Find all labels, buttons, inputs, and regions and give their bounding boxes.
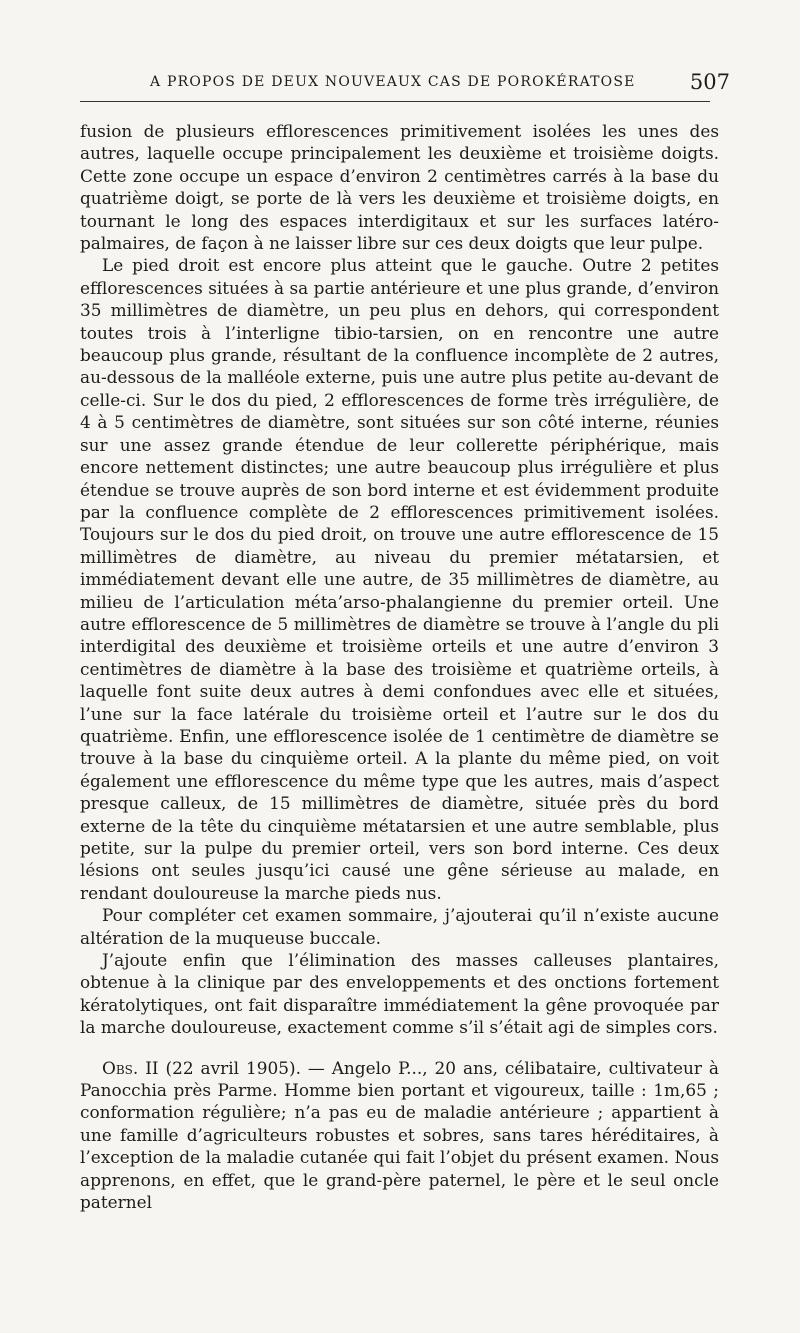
- running-title: A PROPOS DE DEUX NOUVEAUX CAS DE POROKÉRATOSE: [150, 74, 636, 90]
- observation-text: (22 avril 1905). — Angelo P..., 20 ans, célibataire, cultivateur à Panocchia près Parme. Homme bien portant et vigoureux, taille : 1m,65 ; conformation régulière; n’a pas eu de maladie antérieure ; appartient à une famille d’agriculteurs robustes et sobres, sans tares héréditaires, à l’exception de la maladie cutanée qui fait l’objet du présent examen. Nous apprenons, en effet, que le grand-père paternel, le père et le seul oncle paternel: [80, 1057, 719, 1213]
- body-text: [80, 120, 719, 1214]
- header-rule: [80, 101, 710, 102]
- paragraph-treatment: J’ajoute enfin que l’élimination des masses calleuses plantaires, obtenue à la clinique par des enveloppements et des onctions fortement kératolytiques, ont fait disparaître immédiatement la gêne provoquée par la marche douloureuse, exactement comme s’il s’était agi de simples cors.: [80, 950, 719, 1038]
- paragraph-examination: Pour compléter cet examen sommaire, j’ajouterai qu’il n’existe aucune altération de la muqueuse buccale.: [80, 905, 719, 948]
- paragraph-right-foot: Le pied droit est encore plus atteint que le gauche. Outre 2 petites efflorescences situées à sa partie antérieure et une plus grande, d’environ 35 millimètres de diamètre, un peu plus en dehors, qui correspondent toutes trois à l’interligne tibio-tarsien, on en rencontre une autre beaucoup plus grande, résultant de la confluence incomplète de 2 autres, au-dessous de la malléole externe, puis une autre plus petite au-devant de celle-ci. Sur le dos du pied, 2 efflorescences de forme très irrégulière, de 4 à 5 centimètres de diamètre, sont situées sur son côté interne, réunies sur une assez grande étendue de leur collerette périphérique, mais encore nettement distinctes; une autre beaucoup plus irrégulière et plus étendue se trouve auprès de son bord interne et est évidemment produite par la confluence complète de 2 efflorescences primitivement isolées. Toujours sur le dos du pied droit, on trouve une autre efflorescence de 15 millimètres de diamètre, au niveau du premier métatarsien, et immédiatement devant elle une autre, de 35 millimètres de diamètre, au milieu de l’articulation méta’arso-phalangienne du premier orteil. Une autre efflorescence de 5 millimètres de diamètre se trouve à l’angle du pli interdigital des deuxième et troisième orteils et une autre d’environ 3 centimètres de diamètre à la base des troisième et quatrième orteils, à laquelle font suite deux autres à demi confondues avec elle et situées, l’une sur la face latérale du troisième orteil et l’autre sur le dos du quatrième. Enfin, une efflorescence isolée de 1 centimètre de diamètre se trouve à la base du cinquième orteil. A la plante du même pied, on voit également une efflorescence du même type que les autres, mais d’aspect presque calleux, de 15 millimètres de diamètre, située près du bord externe de la tête du cinquième métatarsien et une autre semblable, plus petite, sur la pulpe du premier orteil, vers son bord interne. Ces deux lésions ont seules jusqu’ici causé une gêne sérieuse au malade, en rendant douloureuse la marche pieds nus.: [80, 255, 719, 903]
- observation-paragraph: [80, 1057, 719, 1214]
- observation-label: Obs. II: [102, 1057, 159, 1078]
- page-number: 507: [689, 70, 730, 94]
- running-header: [80, 70, 730, 94]
- paragraph-continued: fusion de plusieurs efflorescences primitivement isolées les unes des autres, laquelle occupe principalement les deuxième et troisième doigts. Cette zone occupe un espace d’environ 2 centimètres carrés à la base du quatrième doigt, se porte de là vers les deuxième et troisième doigts, en tournant le long des espaces interdigitaux et sur les surfaces latéro-palmaires, de façon à ne laisser libre sur ces deux doigts que leur pulpe.: [80, 121, 719, 254]
